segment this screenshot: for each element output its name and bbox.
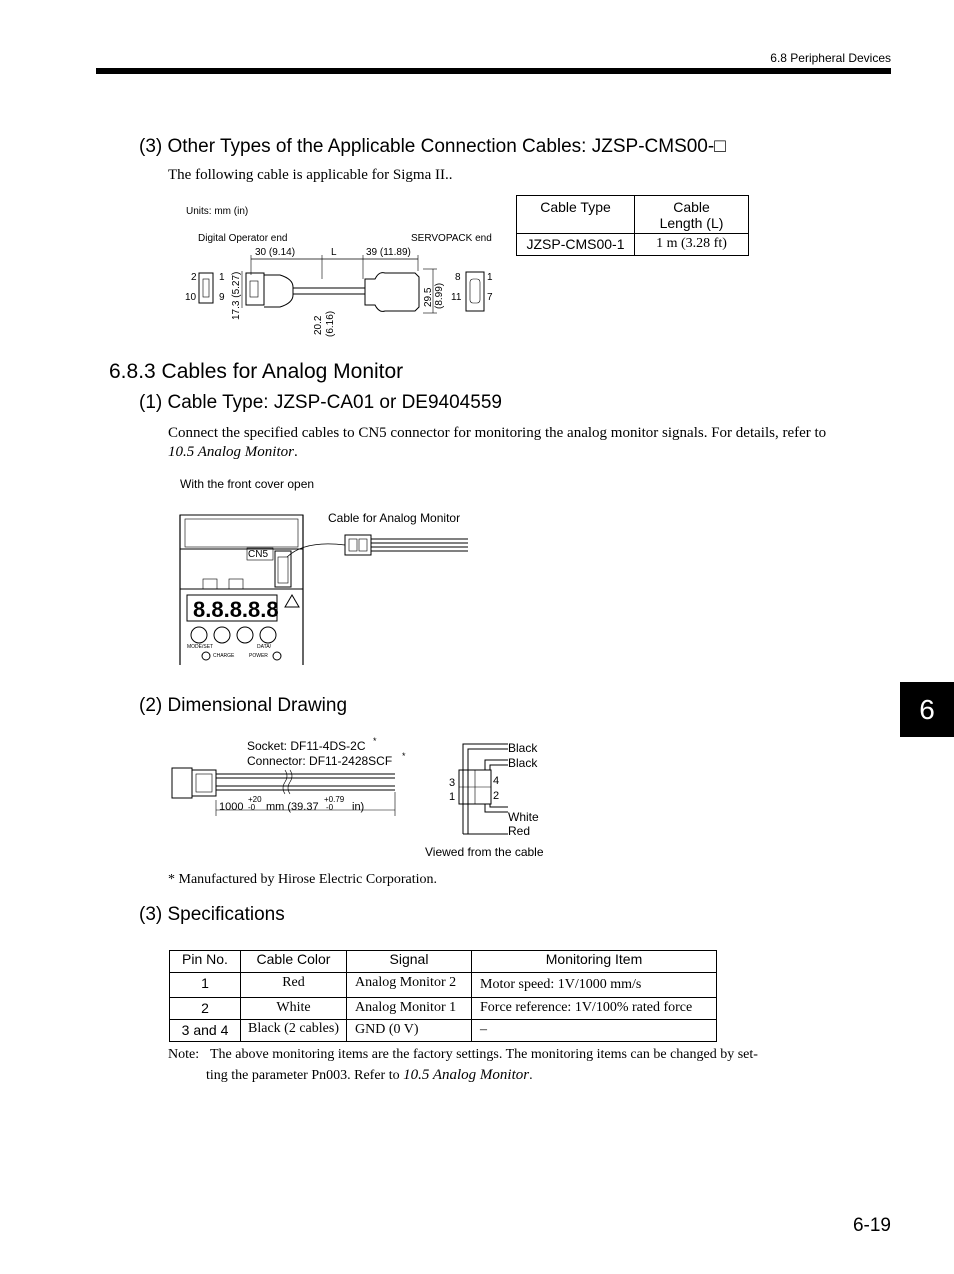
pin-2: 2	[493, 790, 500, 802]
spec-header-signal: Signal	[347, 951, 472, 973]
pin-10: 10	[185, 292, 197, 303]
footnote: * Manufactured by Hirose Electric Corporation.	[168, 872, 438, 887]
tol-plus-079: +0.79	[324, 795, 345, 804]
page-number: 6-19	[852, 1215, 891, 1236]
note-label: Note:	[168, 1047, 200, 1062]
note-ref-link[interactable]: 10.5 Analog Monitor	[403, 1067, 530, 1083]
units-label: Units: mm (in)	[186, 206, 249, 217]
socket-star: *	[373, 736, 377, 746]
cn5-paragraph	[168, 424, 888, 462]
table-row-2-color: White	[241, 998, 347, 1020]
dim-20in: (6.16)	[325, 310, 336, 337]
svg-text:8.8.8.8.8: 8.8.8.8.8	[193, 597, 279, 622]
para-end: .	[293, 444, 298, 460]
table-row-1-pin: 1	[170, 973, 241, 998]
dim-30: 30 (9.14)	[255, 247, 296, 258]
spec-header-pin: Pin No.	[170, 951, 241, 973]
header-cable-length: Cable Length (L)	[635, 196, 749, 234]
pin-4: 4	[493, 775, 500, 787]
black-wire-2: Black	[508, 756, 538, 770]
running-header: 6.8 Peripheral Devices	[770, 51, 891, 65]
cn5-label: CN5	[248, 549, 269, 560]
pin-8: 8	[455, 272, 461, 283]
pin-1b: 1	[487, 272, 493, 283]
tol-minus-0: -0	[248, 803, 256, 812]
socket-label: Socket: DF11-4DS-2C	[247, 739, 366, 753]
left-end-label: Digital Operator end	[198, 233, 288, 244]
table-row-2-pin: 2	[170, 998, 241, 1020]
cms-cable-drawing	[175, 195, 515, 345]
dim-1000: 1000	[219, 801, 244, 813]
charge-label: CHARGE	[213, 653, 235, 659]
cable-type-table	[516, 195, 749, 256]
subheading-specifications: (3) Specifications	[139, 904, 285, 925]
table-row-2-item: Force reference: 1V/100% rated force	[472, 998, 717, 1020]
dim-20: 20.2	[313, 315, 324, 335]
subheading-cable-type: (1) Cable Type: JZSP-CA01 or DE9404559	[139, 392, 502, 413]
pin-11: 11	[451, 292, 462, 303]
subheading-dimensional: (2) Dimensional Drawing	[139, 695, 348, 716]
viewed-from-cable: Viewed from the cable	[425, 845, 544, 859]
header-rule	[96, 68, 891, 74]
note-end: .	[529, 1068, 533, 1083]
section-heading-683: 6.8.3 Cables for Analog Monitor	[109, 360, 404, 383]
cell-cable-length: 1 m (3.28 ft)	[635, 234, 749, 256]
black-wire-1: Black	[508, 741, 538, 755]
red-wire: Red	[508, 824, 531, 838]
section-heading-other-cables: (3) Other Types of the Applicable Connection Cables: JZSP-CMS00-□	[139, 136, 726, 157]
dimensional-drawing	[165, 730, 565, 865]
spec-note	[168, 1044, 808, 1086]
spec-header-color: Cable Color	[241, 951, 347, 973]
tol-plus-20: +20	[248, 795, 262, 804]
pin-7: 7	[487, 292, 493, 303]
table-row-3-pin: 3 and 4	[170, 1020, 241, 1042]
table-row-3-item: –	[472, 1020, 717, 1042]
intro-text: The following cable is applicable for Sigma II..	[168, 167, 453, 183]
dim-L: L	[331, 247, 337, 258]
table-row-3-signal: GND (0 V)	[347, 1020, 472, 1042]
table-row-1-color: Red	[241, 973, 347, 998]
note-line-2: ting the parameter Pn003. Refer to	[206, 1068, 400, 1083]
chapter-tab: 6	[900, 682, 954, 737]
table-row-3-color: Black (2 cables)	[241, 1020, 347, 1042]
spec-header-monitoring: Monitoring Item	[472, 951, 717, 973]
pin-2: 2	[191, 272, 197, 283]
pin-1: 1	[219, 272, 225, 283]
pin-3: 3	[449, 777, 456, 789]
data-label: DATA/	[257, 644, 271, 650]
dim-39: 39 (11.89)	[366, 247, 411, 258]
pin-1: 1	[449, 791, 456, 803]
note-line-1: The above monitoring items are the factory settings. The monitoring items can be changed by set-	[210, 1047, 758, 1062]
header-cable-type: Cable Type	[517, 196, 635, 234]
front-cover-caption: With the front cover open	[180, 477, 315, 491]
para-ref-link[interactable]: 10.5 Analog Monitor	[168, 444, 294, 460]
connector-label: Connector: DF11-2428SCF	[247, 754, 393, 768]
right-end-label: SERVOPACK end	[411, 233, 492, 244]
dim-mm: mm (39.37	[266, 801, 319, 813]
cell-cable-type: JZSP-CMS00-1	[517, 234, 635, 256]
mode-label: MODE/SET	[187, 644, 214, 650]
power-label: POWER	[249, 653, 268, 659]
table-row-1-item: Motor speed: 1V/1000 mm/s	[472, 973, 717, 998]
spec-table	[169, 950, 717, 1042]
dim-29: 29.5	[423, 287, 434, 307]
white-wire: White	[508, 810, 539, 824]
dim-in: in)	[352, 801, 365, 813]
para-text: Connect the specified cables to CN5 connector for monitoring the analog monitor signals. For details, refer to	[168, 425, 827, 441]
table-row-1-signal: Analog Monitor 2	[347, 973, 472, 998]
tol-minus-0b: -0	[326, 803, 334, 812]
dim-29in: (8.99)	[434, 282, 445, 309]
pin-9: 9	[219, 292, 225, 303]
connector-star: *	[402, 751, 406, 761]
servopack-front-drawing	[175, 505, 495, 670]
table-row-2-signal: Analog Monitor 1	[347, 998, 472, 1020]
dim-17: 17.3 (5.27)	[231, 271, 242, 320]
cable-analog-label: Cable for Analog Monitor	[328, 511, 461, 525]
